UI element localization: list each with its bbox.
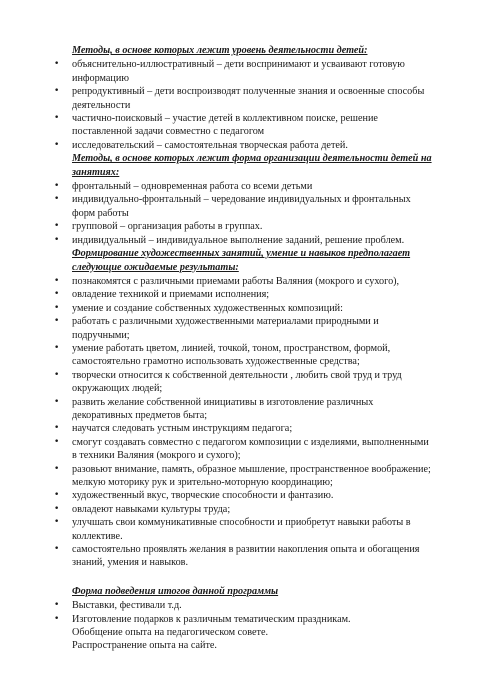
organization-form-methods-list bbox=[54, 180, 436, 247]
list-item: • работать с различными художественными материалами природными и подручными; bbox=[54, 315, 436, 342]
list-item: • научатся следовать устным инструкциям педагога; bbox=[54, 422, 436, 435]
list-item: • Выставки, фестивали т.д. bbox=[54, 599, 436, 612]
list-item: • творчески относится к собственной деятельности , любить свой труд и труд окружающих людей; bbox=[54, 369, 436, 396]
list-item: • умение работать цветом, линией, точкой, тоном, пространством, формой, самостоятельно грамотно использовать художественные средства; bbox=[54, 342, 436, 369]
list-item-plain: Распространение опыта на сайте. bbox=[72, 640, 217, 652]
section-heading-program-results: Форма подведения итогов данной программы bbox=[72, 585, 279, 597]
list-item: • репродуктивный – дети воспроизводят полученные знания и освоенные способы деятельности bbox=[54, 85, 436, 112]
activity-level-methods-list bbox=[54, 58, 436, 152]
expected-results-list bbox=[54, 275, 436, 570]
list-item: • самостоятельно проявлять желания в развитии накопления опыта и обогащения знаний, умения и навыков. bbox=[54, 543, 436, 570]
list-item: • художественный вкус, творческие способности и фантазию. bbox=[54, 489, 436, 502]
spacer bbox=[54, 570, 436, 585]
list-item: • фронтальный – одновременная работа со всеми детьми bbox=[54, 180, 436, 193]
list-item: • овладение техникой и приемами исполнения; bbox=[54, 288, 436, 301]
list-item: • умение и создание собственных художественных композиций: bbox=[54, 302, 436, 315]
section-heading-activity-level: Методы, в основе которых лежит уровень деятельности детей: bbox=[72, 45, 368, 56]
program-results-list bbox=[54, 599, 436, 653]
list-item: • частично-поисковый – участие детей в коллективном поиске, решение поставленной задачи совместно с педагогом bbox=[54, 112, 436, 139]
list-item: • разовьют внимание, память, образное мышление, пространственное воображение; мелкую моторику рук и зрительно-моторную координацию; bbox=[54, 463, 436, 490]
list-item: • объяснительно-иллюстративный – дети воспринимают и усваивают готовую информацию bbox=[54, 58, 436, 85]
list-item: • групповой – организация работы в группах. bbox=[54, 220, 436, 233]
section-heading-expected-results: Формирование художественных занятий, умение и навыков предполагает следующие ожидаемые результаты: bbox=[72, 248, 411, 273]
list-item: • смогут создавать совместно с педагогом композиции с изделиями, выполненными в техники Валяния (мокрого и сухого); bbox=[54, 436, 436, 463]
list-item: • индивидуальный – индивидуальное выполнение заданий, решение проблем. bbox=[54, 234, 436, 247]
list-item: • улучшать свои коммуникативные способности и приобретут навыки работы в коллективе. bbox=[54, 516, 436, 543]
list-item: • овладеют навыками культуры труда; bbox=[54, 503, 436, 516]
list-item: • Изготовление подарков к различным тематическим праздникам. bbox=[54, 613, 436, 626]
list-item-plain: Обобщение опыта на педагогическом совете. bbox=[72, 627, 269, 639]
list-item: • индивидуально-фронтальный – чередование индивидуальных и фронтальных форм работы bbox=[54, 193, 436, 220]
list-item: • познакомятся с различными приемами работы Валяния (мокрого и сухого), bbox=[54, 275, 436, 288]
list-item: • развить желание собственной инициативы в изготовление различных декоративных предметов быта; bbox=[54, 396, 436, 423]
list-item: • исследовательский – самостоятельная творческая работа детей. bbox=[54, 139, 436, 152]
section-heading-organization-form: Методы, в основе которых лежит форма организации деятельности детей на занятиях: bbox=[72, 153, 432, 178]
